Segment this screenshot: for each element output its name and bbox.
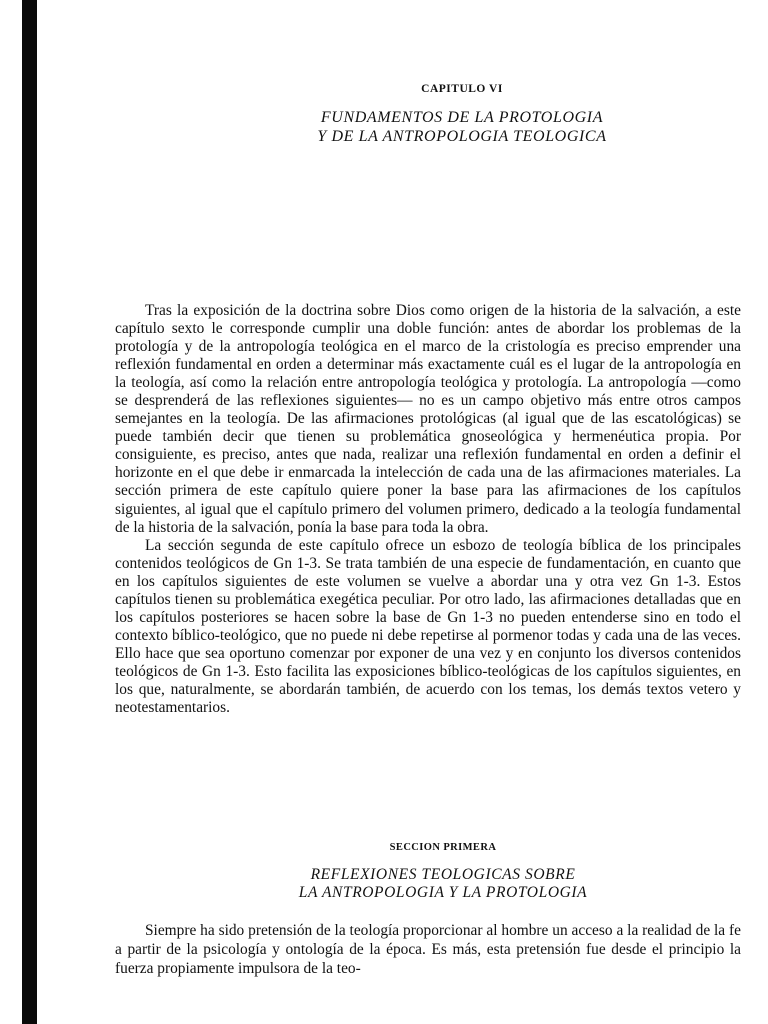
section-body [115,921,741,978]
section-title-line-2: LA ANTROPOLOGIA Y LA PROTOLOGIA [298,884,588,901]
section-title-line-1: REFLEXIONES TEOLOGICAS SOBRE [310,866,576,883]
chapter-title-line-1: FUNDAMENTOS DE LA PROTOLOGIA [320,109,604,126]
chapter-introduction [115,302,741,717]
intro-paragraph-2: La sección segunda de este capítulo ofrece un esbozo de teología bíblica de los principales contenidos teológicos de Gn 1-3. Se trata también de una especie de fundamentación, en cuanto que en los capítulos siguientes de este volumen se vuelve a abordar una y otra vez Gn 1-3. Estos capítulos tienen su problemática exegética peculiar. Por otro lado, las afirmaciones detalladas que en los capítulos posteriores se hacen sobre la base de Gn 1-3 no pueden entenderse sino en todo el contexto bíblico-teológico, que no puede ni debe repetirse al pormenor todas y cada una de las veces. Ello hace que sea oportuno comenzar por exponer de una vez y en conjunto los diversos contenidos teológicos de Gn 1-3. Esto facilita las exposiciones bíblico-teológicas de los capítulos siguientes, en los que, naturalmente, se abordarán también, de acuerdo con los temas, los demás textos vetero y neotestamentarios. [115,536,741,717]
section-label: SECCION PRIMERA [389,842,497,853]
book-page [115,0,741,1024]
intro-paragraph-1: Tras la exposición de la doctrina sobre Dios como origen de la historia de la salvación, a este capítulo sexto le corresponde cumplir una doble función: antes de abordar los problemas de la protología y de la antropología teológica en el marco de la cristología es preciso emprender una reflexión fundamental en orden a determinar más exactamente cuál es el lugar de la antropología en la teología, así como la relación entre antropología teológica y protología. La antropología —como se desprenderá de las reflexiones siguientes— no es un campo objetivo más entre otros campos semejantes en la teología. De las afirmaciones protológicas (al igual que de las escatológicas) se puede también decir que tienen su problemática gnoseológica y hermenéutica propia. Por consiguiente, es preciso, antes que nada, realizar una reflexión fundamental en orden a definir el horizonte en el que debe ir enmarcada la intelección de cada una de las afirmaciones materiales. La sección primera de este capítulo quiere poner la base para las afirmaciones de los capítulos siguientes, al igual que el capítulo primero del volumen primero, dedicado a la teología fundamental de la historia de la salvación, ponía la base para toda la obra. [115,302,741,536]
section-title [115,866,741,902]
chapter-title [115,108,741,146]
chapter-label: CAPITULO VI [421,83,503,95]
chapter-title-line-2: Y DE LA ANTROPOLOGIA TEOLOGICA [317,128,607,145]
scan-edge-shadow [22,0,37,1024]
section-paragraph-1: Siempre ha sido pretensión de la teología proporcionar al hombre un acceso a la realidad de la fe a partir de la psicología y ontología de la época. Es más, esta pretensión fue desde el principio la fuerza propiamente impulsora de la teo- [115,922,741,977]
